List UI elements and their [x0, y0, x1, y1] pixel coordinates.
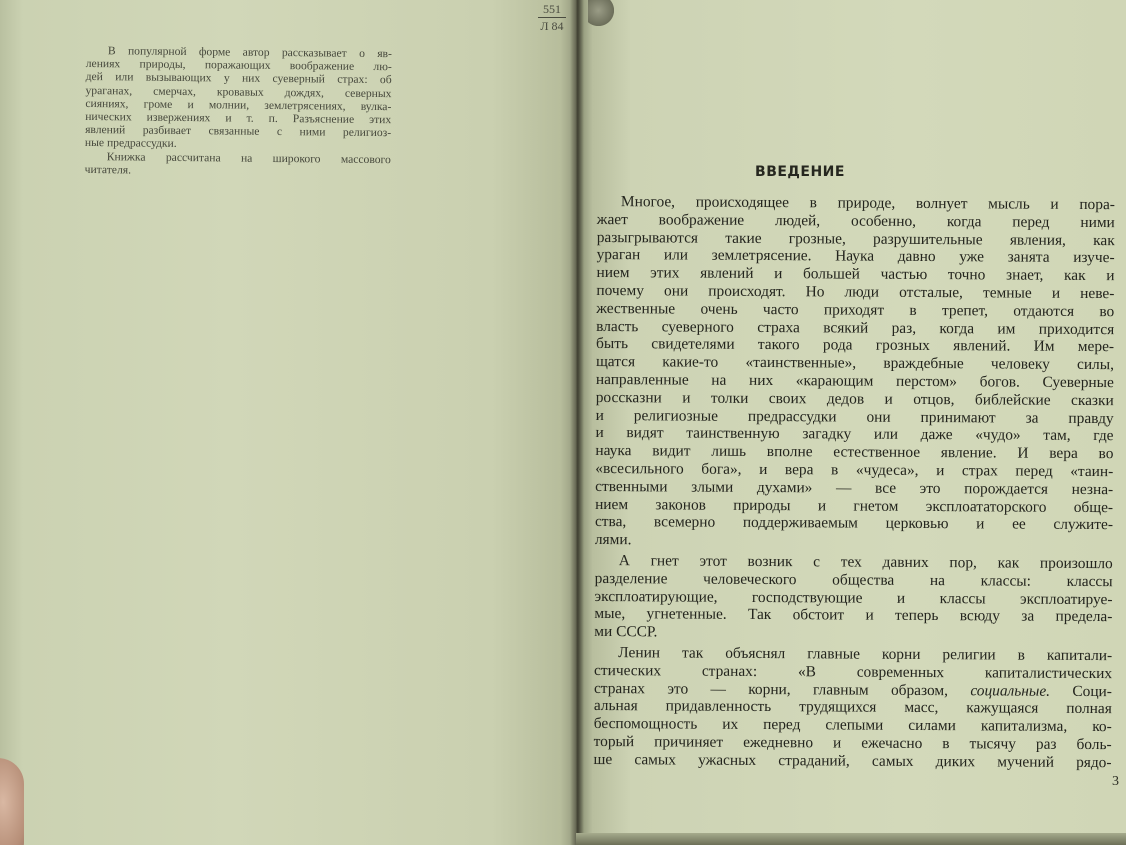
annotation-line: сияниях, громе и молнии, землетрясениях, вулка- [85, 96, 392, 114]
text-line: россказни и толки своих дедов и отцов, библейские сказки [595, 388, 1114, 409]
catalog-rule [538, 17, 566, 18]
catalog-author-code: Л 84 [540, 19, 564, 33]
text-fragment: Соци- [1049, 682, 1113, 700]
text-line: разыгрываются такие грозные, разрушительные явления, как [596, 228, 1115, 249]
annotation-line: Книжка рассчитана на широкого массового [106, 149, 391, 166]
torn-corner [588, 0, 614, 26]
text-line: Ленин так объяснял главные корни религии в капитали- [618, 644, 1113, 665]
text-line: ственными злыми духами» — все это порождается незна- [595, 477, 1114, 498]
text-line: стических странах: «В современных капиталистических [594, 661, 1113, 682]
text-line: и религиозные предрассудки они принимают за правду [595, 406, 1114, 427]
catalog-code [530, 2, 574, 33]
annotation-line: нических извержениях и т. п. Разъяснение этих [85, 110, 392, 127]
text-line: направленные на них «карающим перстом» богов. Суеверные [595, 370, 1114, 392]
text-line: ми СССР. [594, 623, 658, 641]
text-line: эксплоатирующие, господствующие и классы эксплоатируе- [594, 587, 1113, 608]
page-bottom-edge [576, 833, 1126, 845]
annotation-line: лениях природы, поражающих воображение лю- [85, 57, 392, 74]
text-line: ураган или землетрясение. Наука давно уже занята изуче- [596, 246, 1115, 267]
text-line: Многое, происходящее в природе, волнует мысль и пора- [620, 193, 1115, 214]
annotation-line: В популярной форме автор рассказывает о яв- [107, 44, 392, 61]
text-line: «всесильного бога», и вера в «чудеса», и страх перед «таин- [595, 459, 1114, 481]
text-line: альная придавленность трудящихся масс, кажущаяся полная [593, 697, 1112, 718]
holding-finger [0, 758, 24, 845]
text-line: ства, всемерно поддерживаемым церковью и ее служите- [594, 513, 1114, 534]
text-line: наука видит лишь вполне естественное явление. И вера во [595, 442, 1114, 463]
text-line: щатся какие-то «таинственные», враждебные человеку силы, [595, 353, 1115, 374]
book-gutter [570, 0, 584, 845]
text-line: А гнет этот возник с тех давних пор, как произошло [618, 552, 1113, 573]
book-annotation [85, 44, 392, 179]
text-line: лями. [594, 531, 632, 549]
text-line: власть суеверного страха всякий раз, когда им приходится [596, 317, 1115, 338]
annotation-line: дей или вызывающих у них суеверный страх: об [85, 70, 392, 87]
annotation-line: явлений разбивает связанные с ними религиоз- [85, 123, 392, 140]
annotation-line: ураганах, смерчах, кровавых дождях, северных [85, 83, 392, 100]
text-line: быть свидетелями такого рода грозных явлений. Им мере- [596, 335, 1115, 356]
text-line: беспомощность их перед слепыми силами капитализма, ко- [593, 715, 1112, 736]
chapter-body [593, 193, 1115, 772]
text-line: мые, угнетенные. Так обстоит и теперь всюду за предела- [594, 605, 1113, 626]
text-line: почему они происходят. Но люди отсталые, темные и неве- [596, 281, 1115, 303]
annotation-line: читателя. [84, 162, 132, 177]
text-line: нием законов природы и гнетом эксплоататорского обще- [595, 495, 1114, 516]
text-line: жественные очень часто приходят в трепет, отдаются во [596, 299, 1115, 320]
text-line: торый причиняет ежедневно и ежечасно в тысячу раз боль- [593, 732, 1112, 754]
page-number: 3 [1112, 774, 1119, 789]
text-line: и видят таинственную загадку или даже «чудо» там, где [595, 424, 1114, 445]
annotation-line: ные предрассудки. [84, 136, 177, 151]
paragraph-1 [595, 193, 1115, 552]
paragraph-2 [594, 552, 1113, 644]
text-fragment: странах это — корни, главным образом, [593, 679, 971, 699]
text-line: ше самых ужасных страданий, самых диких мучений рядо- [593, 750, 1112, 771]
text-line: нием этих явлений и большей частью точно знает, как и [596, 264, 1115, 285]
text-line: разделение человеческого общества на классы: классы [594, 569, 1113, 590]
catalog-number: 551 [543, 2, 561, 16]
text-line: жает воображение людей, особенно, когда перед ними [596, 210, 1115, 231]
paragraph-3 [593, 644, 1112, 772]
emphasis-word: социальные. [970, 681, 1051, 700]
chapter-heading: ВВЕДЕНИЕ [755, 164, 845, 180]
